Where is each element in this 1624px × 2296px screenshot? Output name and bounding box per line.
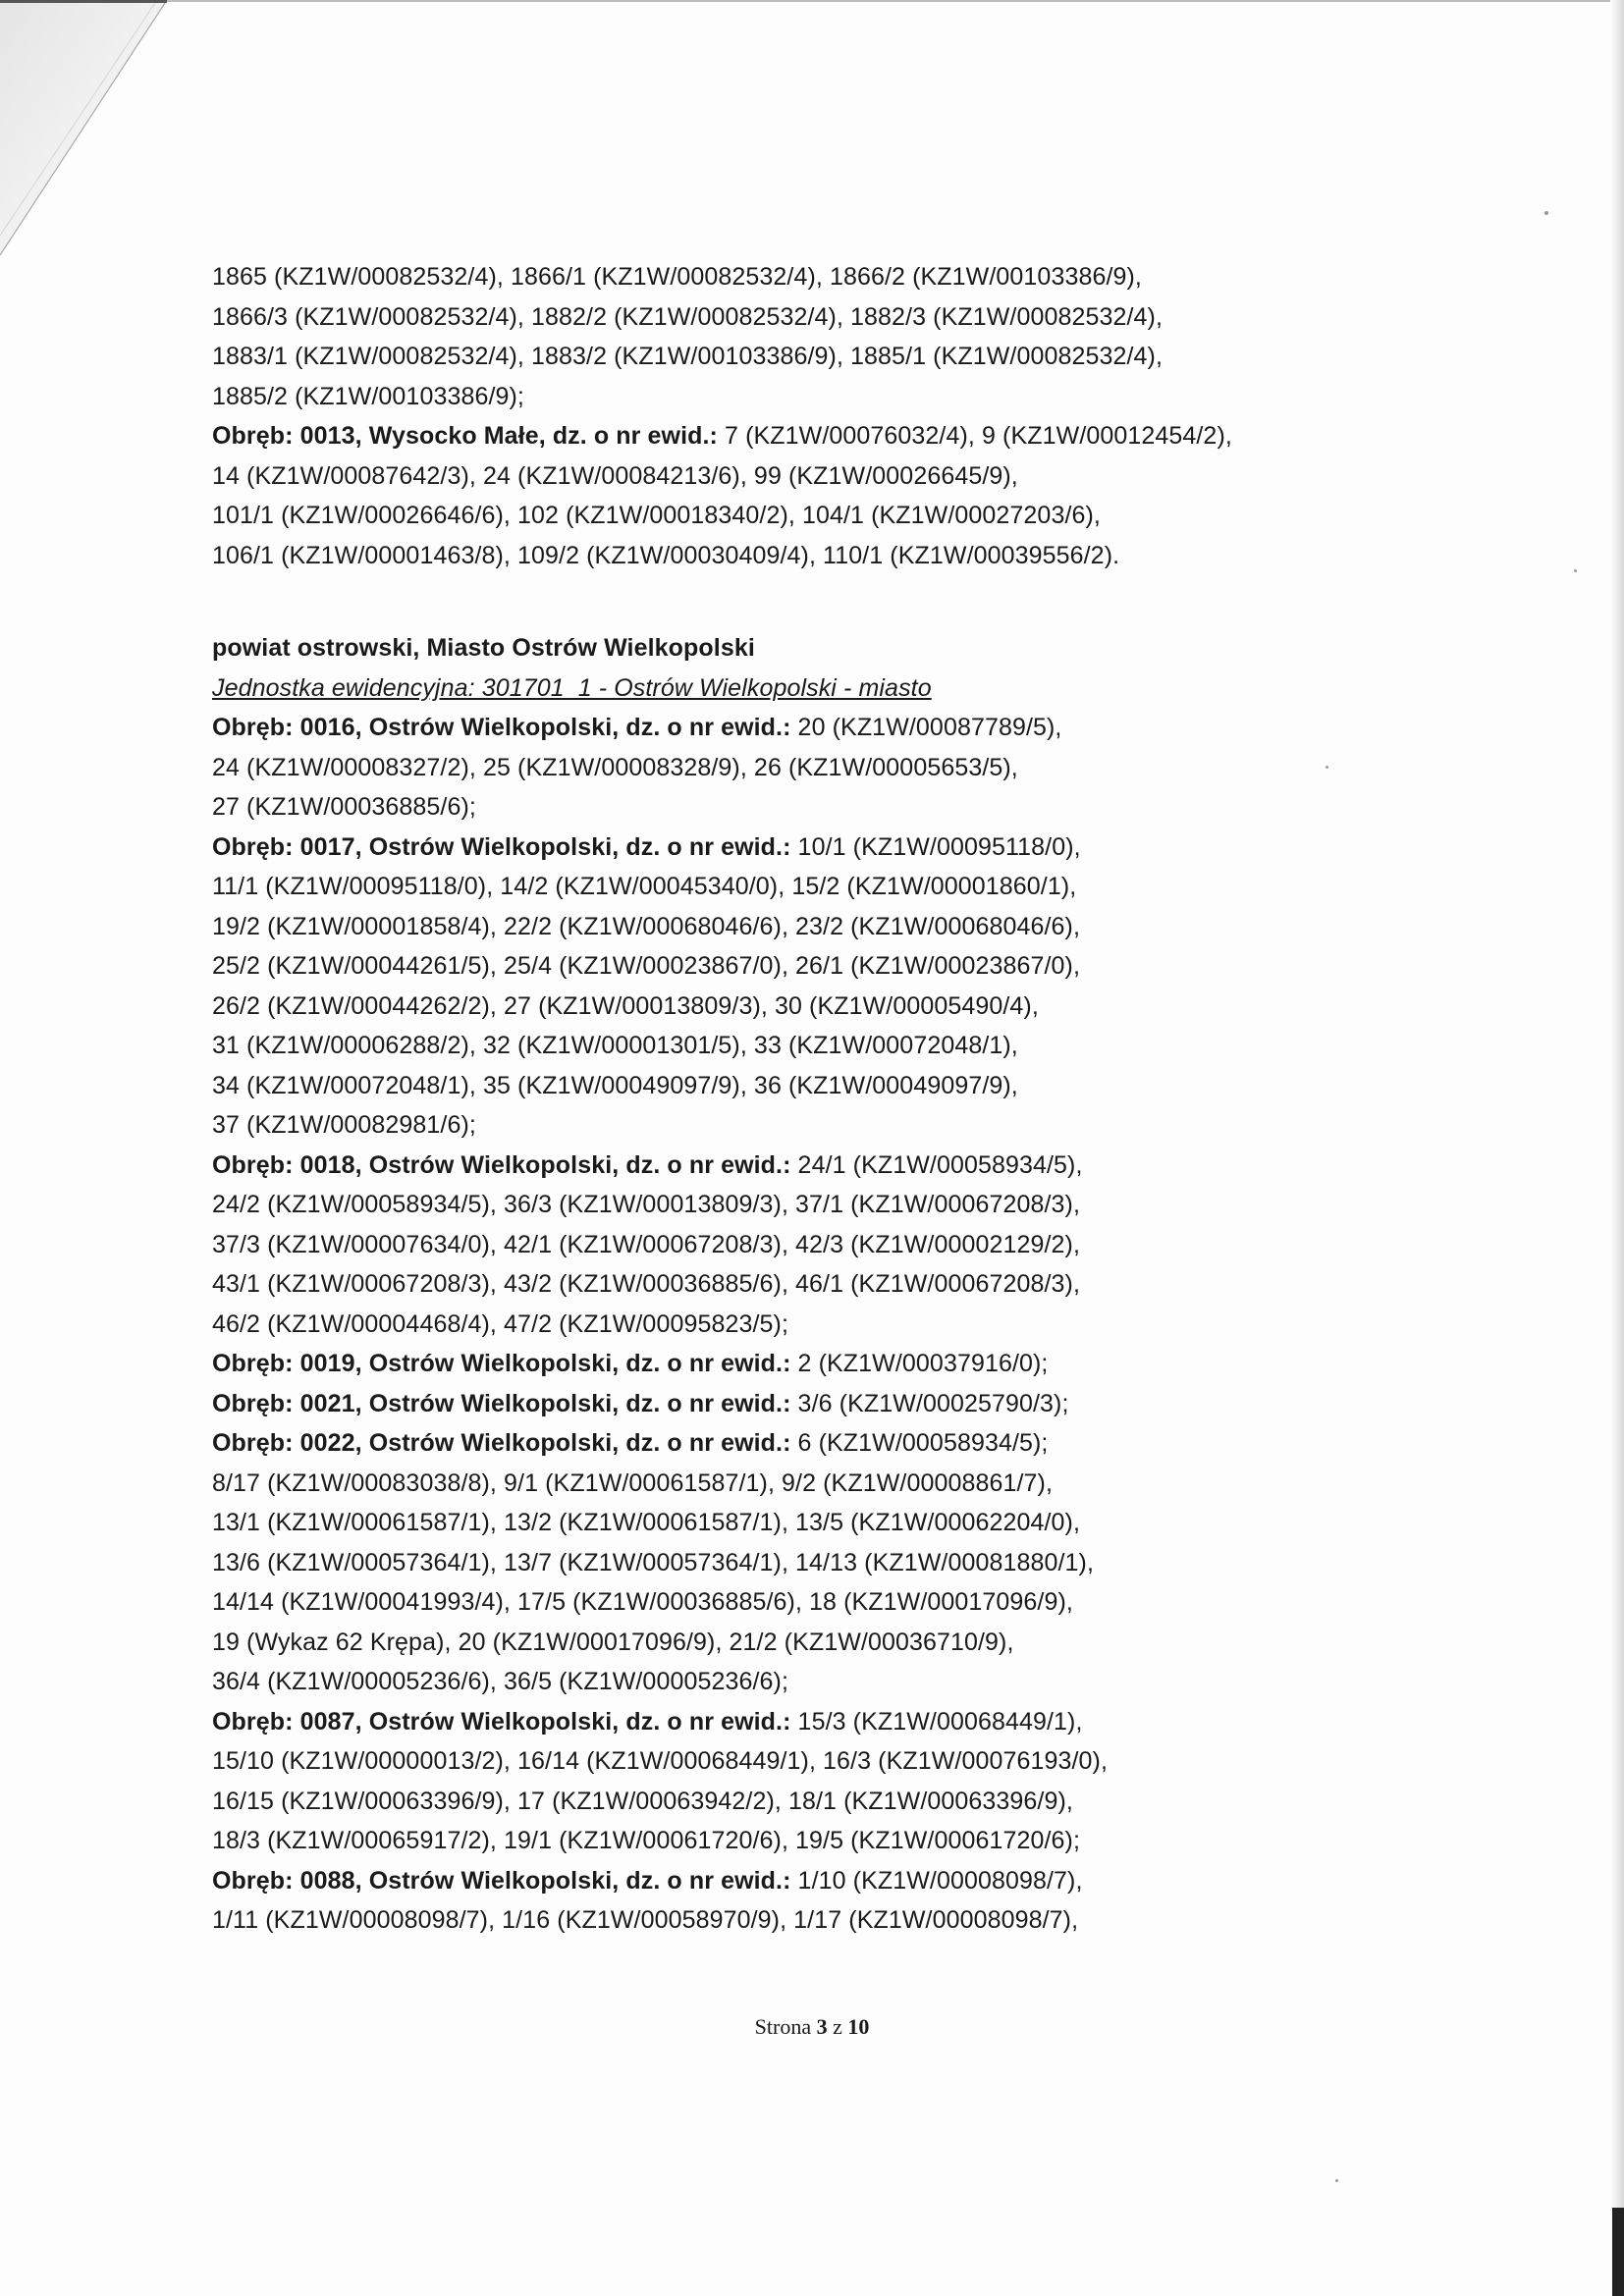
text-line: 1883/1 (KZ1W/00082532/4), 1883/2 (KZ1W/00103386/9), 1885/1 (KZ1W/00082532/4), [212,343,1164,370]
text-line: 106/1 (KZ1W/00001463/8), 109/2 (KZ1W/00030409/4), 110/1 (KZ1W/00039556/2). [212,541,1120,569]
obreb-0087-block [212,1702,1312,1861]
obreb-heading: Obręb: 0021, Ostrów Wielkopolski, dz. o nr ewid.: [212,1389,791,1417]
scan-speck [1335,2179,1338,2182]
text-line [212,416,1312,456]
text-line [212,1861,1312,1901]
text-line [212,1423,1312,1464]
obreb-0017-block [212,828,1312,1146]
text-line: 18/3 (KZ1W/00065917/2), 19/1 (KZ1W/00061720/6), 19/5 (KZ1W/00061720/6); [212,1827,1081,1854]
text-line: 34 (KZ1W/00072048/1), 35 (KZ1W/00049097/9), 36 (KZ1W/00049097/9), [212,1071,1018,1099]
text-line: 13/1 (KZ1W/00061587/1), 13/2 (KZ1W/00061587/1), 13/5 (KZ1W/00062204/0), [212,1509,1081,1536]
obreb-heading: Obręb: 0019, Ostrów Wielkopolski, dz. o nr ewid.: [212,1350,791,1377]
text-line: 101/1 (KZ1W/00026646/6), 102 (KZ1W/00018340/2), 104/1 (KZ1W/00027203/6), [212,502,1101,529]
parcel-list-continued [212,257,1312,416]
parcel-values: 6 (KZ1W/00058934/5); [790,1429,1049,1457]
text-line: 26/2 (KZ1W/00044262/2), 27 (KZ1W/00013809/3), 30 (KZ1W/00005490/4), [212,991,1039,1020]
section-spacer [212,575,1312,628]
text-line [212,828,1312,868]
text-line: 37 (KZ1W/00082981/6); [212,1111,476,1139]
scan-speck [1544,211,1548,215]
parcel-values: 1/10 (KZ1W/00008098/7), [790,1866,1083,1895]
text-line: 37/3 (KZ1W/00007634/0), 42/1 (KZ1W/00067208/3), 42/3 (KZ1W/00002129/2), [212,1230,1081,1258]
text-line: 19/2 (KZ1W/00001858/4), 22/2 (KZ1W/00068046/6), 23/2 (KZ1W/00068046/6), [212,912,1081,940]
cadastral-unit-label: Jednostka ewidencyjna: 301701_1 - Ostrów Wielkopolski - miasto [212,673,932,702]
scan-speck [1326,766,1328,769]
obreb-0022-block [212,1423,1312,1702]
text-line: 16/15 (KZ1W/00063396/9), 17 (KZ1W/00063942/2), 18/1 (KZ1W/00063396/9), [212,1787,1073,1815]
text-line: 46/2 (KZ1W/00004468/4), 47/2 (KZ1W/00095823/5); [212,1309,788,1338]
parcel-values: 10/1 (KZ1W/00095118/0), [790,832,1081,861]
obreb-heading: Obręb: 0013, Wysocko Małe, dz. o nr ewid.: [212,422,718,450]
text-line [212,708,1312,748]
parcel-values: 7 (KZ1W/00076032/4), 9 (KZ1W/00012454/2), [717,422,1232,450]
obreb-0019-block [212,1344,1312,1384]
text-line: 31 (KZ1W/00006288/2), 32 (KZ1W/00001301/5), 33 (KZ1W/00072048/1), [212,1032,1018,1059]
parcel-values: 3/6 (KZ1W/00025790/3); [790,1389,1069,1417]
obreb-heading: Obręb: 0022, Ostrów Wielkopolski, dz. o nr ewid.: [212,1429,791,1457]
text-line: 14 (KZ1W/00087642/3), 24 (KZ1W/00084213/6), 99 (KZ1W/00026645/9), [212,461,1018,490]
obreb-0021-block [212,1384,1312,1424]
obreb-0016-block [212,708,1312,828]
scan-speck [1574,569,1577,572]
text-line: 1866/3 (KZ1W/00082532/4), 1882/2 (KZ1W/00082532/4), 1882/3 (KZ1W/00082532/4), [212,302,1164,331]
document-body [212,257,1312,1941]
footer-middle: z [827,2014,848,2039]
text-line: 27 (KZ1W/00036885/6); [212,793,476,821]
text-line: 14/14 (KZ1W/00041993/4), 17/5 (KZ1W/00036885/6), 18 (KZ1W/00017096/9), [212,1588,1073,1616]
scan-right-edge [1610,0,1624,2296]
text-line [212,1344,1312,1384]
text-line: 1885/2 (KZ1W/00103386/9); [212,382,524,410]
text-line: 11/1 (KZ1W/00095118/0), 14/2 (KZ1W/00045340/0), 15/2 (KZ1W/00001860/1), [212,873,1077,900]
text-line: 1/11 (KZ1W/00008098/7), 1/16 (KZ1W/00058970/9), 1/17 (KZ1W/00008098/7), [212,1906,1079,1934]
text-line: 13/6 (KZ1W/00057364/1), 13/7 (KZ1W/00057364/1), 14/13 (KZ1W/00081880/1), [212,1548,1095,1576]
parcel-values: 2 (KZ1W/00037916/0); [790,1350,1049,1377]
obreb-heading: Obręb: 0017, Ostrów Wielkopolski, dz. o nr ewid.: [212,832,791,861]
footer-prefix: Strona [754,2014,817,2039]
parcel-values: 24/1 (KZ1W/00058934/5), [790,1150,1083,1179]
text-line: 36/4 (KZ1W/00005236/6), 36/5 (KZ1W/00005236/6); [212,1668,788,1695]
text-line: 15/10 (KZ1W/00000013/2), 16/14 (KZ1W/00068449/1), 16/3 (KZ1W/00076193/0), [212,1747,1109,1775]
text-line: 24 (KZ1W/00008327/2), 25 (KZ1W/00008328/9), 26 (KZ1W/00005653/5), [212,753,1018,781]
obreb-0088-block [212,1861,1312,1941]
scan-bottom-mark [1612,2208,1624,2296]
parcel-values: 20 (KZ1W/00087789/5), [790,714,1062,741]
obreb-heading: Obręb: 0018, Ostrów Wielkopolski, dz. o nr ewid.: [212,1150,791,1179]
text-line: 8/17 (KZ1W/00083038/8), 9/1 (KZ1W/00061587/1), 9/2 (KZ1W/00008861/7), [212,1468,1053,1497]
footer-page-total: 10 [847,2014,870,2039]
footer-page-number: 3 [816,2014,828,2039]
obreb-0013-block [212,416,1312,575]
obreb-0018-block [212,1146,1312,1345]
obreb-heading: Obręb: 0016, Ostrów Wielkopolski, dz. o nr ewid.: [212,714,791,741]
text-line [212,1146,1312,1186]
text-line: 19 (Wykaz 62 Krępa), 20 (KZ1W/00017096/9), 21/2 (KZ1W/00036710/9), [212,1628,1014,1656]
parcel-values: 15/3 (KZ1W/00068449/1), [790,1707,1083,1735]
section-title: powiat ostrowski, Miasto Ostrów Wielkopolski [212,634,755,662]
folded-corner-shadow [0,0,177,265]
text-line: 1865 (KZ1W/00082532/4), 1866/1 (KZ1W/00082532/4), 1866/2 (KZ1W/00103386/9), [212,263,1142,291]
scan-top-edge [167,0,1624,2]
page-footer [0,2014,1624,2040]
text-line: 24/2 (KZ1W/00058934/5), 36/3 (KZ1W/00013809/3), 37/1 (KZ1W/00067208/3), [212,1191,1081,1218]
obreb-heading: Obręb: 0087, Ostrów Wielkopolski, dz. o nr ewid.: [212,1707,791,1735]
text-line: 43/1 (KZ1W/00067208/3), 43/2 (KZ1W/00036885/6), 46/1 (KZ1W/00067208/3), [212,1270,1081,1298]
text-line [212,1702,1312,1742]
text-line: 25/2 (KZ1W/00044261/5), 25/4 (KZ1W/00023867/0), 26/1 (KZ1W/00023867/0), [212,952,1081,980]
obreb-heading: Obręb: 0088, Ostrów Wielkopolski, dz. o nr ewid.: [212,1866,791,1895]
text-line [212,1384,1312,1424]
